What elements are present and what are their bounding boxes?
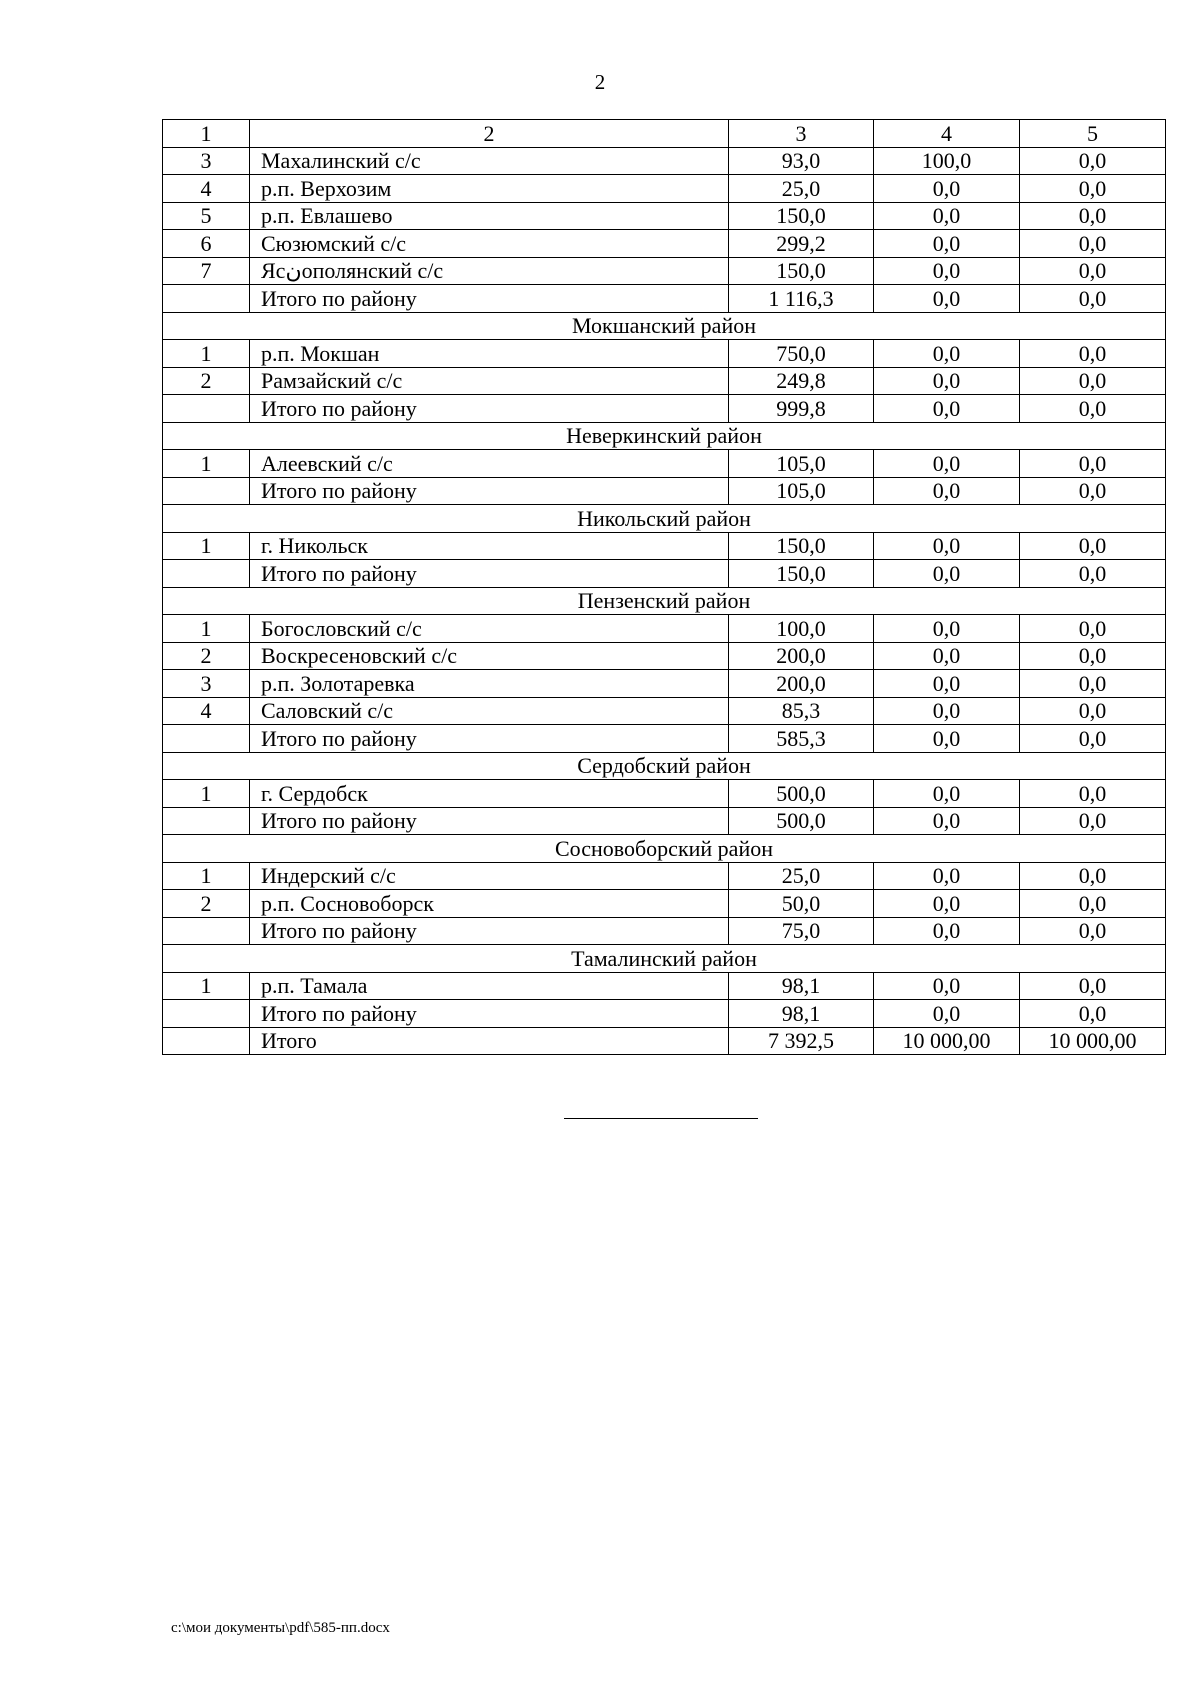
value-col5-cell: 0,0: [1020, 862, 1166, 890]
total-row: [163, 1027, 1166, 1055]
row-number-cell: 1: [163, 450, 250, 478]
row-number-cell: 1: [163, 615, 250, 643]
row-number-cell: 1: [163, 972, 250, 1000]
value-col3-cell: 7 392,5: [729, 1027, 874, 1055]
row-number-cell: 3: [163, 670, 250, 698]
value-col4-cell: 0,0: [874, 257, 1020, 285]
value-col4-cell: 0,0: [874, 560, 1020, 588]
settlement-name-cell: р.п. Тамала: [250, 972, 729, 1000]
settlement-name-cell: Махалинский с/с: [250, 147, 729, 175]
column-number-1: 1: [163, 120, 250, 148]
value-col4-cell: 0,0: [874, 697, 1020, 725]
end-of-table-line: [564, 1118, 758, 1119]
district-title: Сосновоборский район: [163, 835, 1166, 863]
value-col3-cell: 750,0: [729, 340, 874, 368]
row-number-cell: 1: [163, 862, 250, 890]
district-header-row: [163, 945, 1166, 973]
settlement-name-cell: Итого по району: [250, 477, 729, 505]
value-col3-cell: 50,0: [729, 890, 874, 918]
value-col3-cell: 85,3: [729, 697, 874, 725]
table-row: [163, 670, 1166, 698]
value-col3-cell: 98,1: [729, 972, 874, 1000]
row-number-cell: 4: [163, 697, 250, 725]
value-col5-cell: 0,0: [1020, 697, 1166, 725]
value-col3-cell: 500,0: [729, 780, 874, 808]
settlement-name-cell: р.п. Мокшан: [250, 340, 729, 368]
value-col4-cell: 0,0: [874, 972, 1020, 1000]
settlement-name-cell: Итого по району: [250, 285, 729, 313]
value-col3-cell: 105,0: [729, 450, 874, 478]
district-title: Никольский район: [163, 505, 1166, 533]
district-header-row: [163, 422, 1166, 450]
total-row: [163, 560, 1166, 588]
table-row: [163, 230, 1166, 258]
district-title: Пензенский район: [163, 587, 1166, 615]
row-number-cell: 1: [163, 780, 250, 808]
value-col4-cell: 10 000,00: [874, 1027, 1020, 1055]
value-col3-cell: 25,0: [729, 175, 874, 203]
row-number-cell: 1: [163, 532, 250, 560]
settlement-name-cell: Рамзайский с/с: [250, 367, 729, 395]
row-number-cell: 2: [163, 642, 250, 670]
row-number-cell: [163, 917, 250, 945]
column-number-3: 3: [729, 120, 874, 148]
footer-file-path: c:\мои документы\pdf\585-пп.docx: [171, 1620, 390, 1636]
table-row: [163, 340, 1166, 368]
row-number-cell: 2: [163, 367, 250, 395]
district-header-row: [163, 587, 1166, 615]
settlement-name-cell: р.п. Сосновоборск: [250, 890, 729, 918]
table-row: [163, 862, 1166, 890]
settlement-name-cell: Воскресеновский с/с: [250, 642, 729, 670]
total-row: [163, 477, 1166, 505]
value-col4-cell: 0,0: [874, 1000, 1020, 1028]
value-col4-cell: 0,0: [874, 230, 1020, 258]
settlement-name-cell: г. Сердобск: [250, 780, 729, 808]
value-col3-cell: 200,0: [729, 670, 874, 698]
column-number-4: 4: [874, 120, 1020, 148]
table-row: [163, 367, 1166, 395]
row-number-cell: 5: [163, 202, 250, 230]
value-col5-cell: 0,0: [1020, 890, 1166, 918]
value-col5-cell: 0,0: [1020, 477, 1166, 505]
value-col4-cell: 0,0: [874, 725, 1020, 753]
row-number-cell: [163, 395, 250, 423]
value-col5-cell: 0,0: [1020, 285, 1166, 313]
district-header-row: [163, 505, 1166, 533]
value-col3-cell: 100,0: [729, 615, 874, 643]
value-col5-cell: 0,0: [1020, 972, 1166, 1000]
value-col5-cell: 0,0: [1020, 560, 1166, 588]
value-col4-cell: 0,0: [874, 532, 1020, 560]
settlement-name-cell: Итого по району: [250, 560, 729, 588]
value-col5-cell: 0,0: [1020, 202, 1166, 230]
value-col3-cell: 150,0: [729, 257, 874, 285]
row-number-cell: [163, 725, 250, 753]
settlement-name-cell: р.п. Золотаревка: [250, 670, 729, 698]
value-col5-cell: 0,0: [1020, 340, 1166, 368]
value-col5-cell: 0,0: [1020, 175, 1166, 203]
value-col3-cell: 299,2: [729, 230, 874, 258]
value-col3-cell: 1 116,3: [729, 285, 874, 313]
value-col5-cell: 0,0: [1020, 917, 1166, 945]
value-col5-cell: 0,0: [1020, 257, 1166, 285]
value-col3-cell: 105,0: [729, 477, 874, 505]
total-row: [163, 1000, 1166, 1028]
table-row: [163, 615, 1166, 643]
column-number-5: 5: [1020, 120, 1166, 148]
settlement-name-cell: г. Никольск: [250, 532, 729, 560]
district-header-row: [163, 752, 1166, 780]
page-number: 2: [594, 70, 606, 94]
table-row: [163, 642, 1166, 670]
value-col3-cell: 75,0: [729, 917, 874, 945]
value-col5-cell: 0,0: [1020, 807, 1166, 835]
row-number-cell: 1: [163, 340, 250, 368]
value-col5-cell: 0,0: [1020, 780, 1166, 808]
settlement-name-cell: Ясنополянский с/с: [250, 257, 729, 285]
row-number-cell: 6: [163, 230, 250, 258]
row-number-cell: [163, 560, 250, 588]
settlement-name-cell: Итого по району: [250, 725, 729, 753]
value-col4-cell: 0,0: [874, 340, 1020, 368]
value-col4-cell: 0,0: [874, 780, 1020, 808]
value-col3-cell: 150,0: [729, 202, 874, 230]
column-number-row: [163, 120, 1166, 148]
table-row: [163, 202, 1166, 230]
value-col3-cell: 585,3: [729, 725, 874, 753]
value-col5-cell: 0,0: [1020, 230, 1166, 258]
value-col5-cell: 0,0: [1020, 395, 1166, 423]
value-col3-cell: 500,0: [729, 807, 874, 835]
settlement-name-cell: р.п. Верхозим: [250, 175, 729, 203]
value-col4-cell: 0,0: [874, 917, 1020, 945]
value-col5-cell: 0,0: [1020, 725, 1166, 753]
settlement-name-cell: Богословский с/с: [250, 615, 729, 643]
settlement-name-cell: Индерский с/с: [250, 862, 729, 890]
settlement-name-cell: Сюзюмский с/с: [250, 230, 729, 258]
district-title: Сердобский район: [163, 752, 1166, 780]
row-number-cell: 2: [163, 890, 250, 918]
value-col5-cell: 0,0: [1020, 1000, 1166, 1028]
row-number-cell: [163, 477, 250, 505]
district-title: Тамалинский район: [163, 945, 1166, 973]
value-col4-cell: 0,0: [874, 477, 1020, 505]
value-col5-cell: 0,0: [1020, 450, 1166, 478]
value-col5-cell: 0,0: [1020, 670, 1166, 698]
settlement-name-cell: Саловский с/с: [250, 697, 729, 725]
settlement-name-cell: Итого по району: [250, 917, 729, 945]
allocation-table: [162, 119, 1166, 1055]
value-col4-cell: 0,0: [874, 450, 1020, 478]
value-col3-cell: 150,0: [729, 560, 874, 588]
district-header-row: [163, 312, 1166, 340]
value-col5-cell: 0,0: [1020, 367, 1166, 395]
row-number-cell: [163, 285, 250, 313]
value-col4-cell: 0,0: [874, 862, 1020, 890]
value-col4-cell: 0,0: [874, 615, 1020, 643]
table-row: [163, 780, 1166, 808]
settlement-name-cell: Итого по району: [250, 807, 729, 835]
total-row: [163, 395, 1166, 423]
value-col5-cell: 10 000,00: [1020, 1027, 1166, 1055]
value-col3-cell: 999,8: [729, 395, 874, 423]
value-col4-cell: 0,0: [874, 395, 1020, 423]
value-col5-cell: 0,0: [1020, 532, 1166, 560]
table-row: [163, 532, 1166, 560]
settlement-name-cell: Итого по району: [250, 1000, 729, 1028]
value-col3-cell: 98,1: [729, 1000, 874, 1028]
value-col5-cell: 0,0: [1020, 147, 1166, 175]
value-col4-cell: 0,0: [874, 202, 1020, 230]
value-col3-cell: 93,0: [729, 147, 874, 175]
total-row: [163, 725, 1166, 753]
total-row: [163, 807, 1166, 835]
column-number-2: 2: [250, 120, 729, 148]
value-col5-cell: 0,0: [1020, 642, 1166, 670]
settlement-name-cell: Итого: [250, 1027, 729, 1055]
settlement-name-cell: Алеевский с/с: [250, 450, 729, 478]
settlement-name-cell: р.п. Евлашево: [250, 202, 729, 230]
value-col4-cell: 0,0: [874, 890, 1020, 918]
table-row: [163, 450, 1166, 478]
value-col4-cell: 0,0: [874, 367, 1020, 395]
table-row: [163, 890, 1166, 918]
value-col4-cell: 0,0: [874, 642, 1020, 670]
table-body: [163, 120, 1166, 1055]
value-col4-cell: 0,0: [874, 175, 1020, 203]
district-title: Мокшанский район: [163, 312, 1166, 340]
value-col3-cell: 249,8: [729, 367, 874, 395]
row-number-cell: 4: [163, 175, 250, 203]
district-title: Неверкинский район: [163, 422, 1166, 450]
value-col4-cell: 0,0: [874, 285, 1020, 313]
value-col3-cell: 25,0: [729, 862, 874, 890]
value-col4-cell: 100,0: [874, 147, 1020, 175]
row-number-cell: 7: [163, 257, 250, 285]
row-number-cell: [163, 1000, 250, 1028]
row-number-cell: [163, 1027, 250, 1055]
value-col4-cell: 0,0: [874, 670, 1020, 698]
row-number-cell: [163, 807, 250, 835]
district-header-row: [163, 835, 1166, 863]
table-row: [163, 147, 1166, 175]
total-row: [163, 285, 1166, 313]
table-row: [163, 175, 1166, 203]
settlement-name-cell: Итого по району: [250, 395, 729, 423]
value-col3-cell: 150,0: [729, 532, 874, 560]
table-row: [163, 697, 1166, 725]
total-row: [163, 917, 1166, 945]
table-row: [163, 257, 1166, 285]
value-col4-cell: 0,0: [874, 807, 1020, 835]
value-col5-cell: 0,0: [1020, 615, 1166, 643]
table-row: [163, 972, 1166, 1000]
row-number-cell: 3: [163, 147, 250, 175]
value-col3-cell: 200,0: [729, 642, 874, 670]
